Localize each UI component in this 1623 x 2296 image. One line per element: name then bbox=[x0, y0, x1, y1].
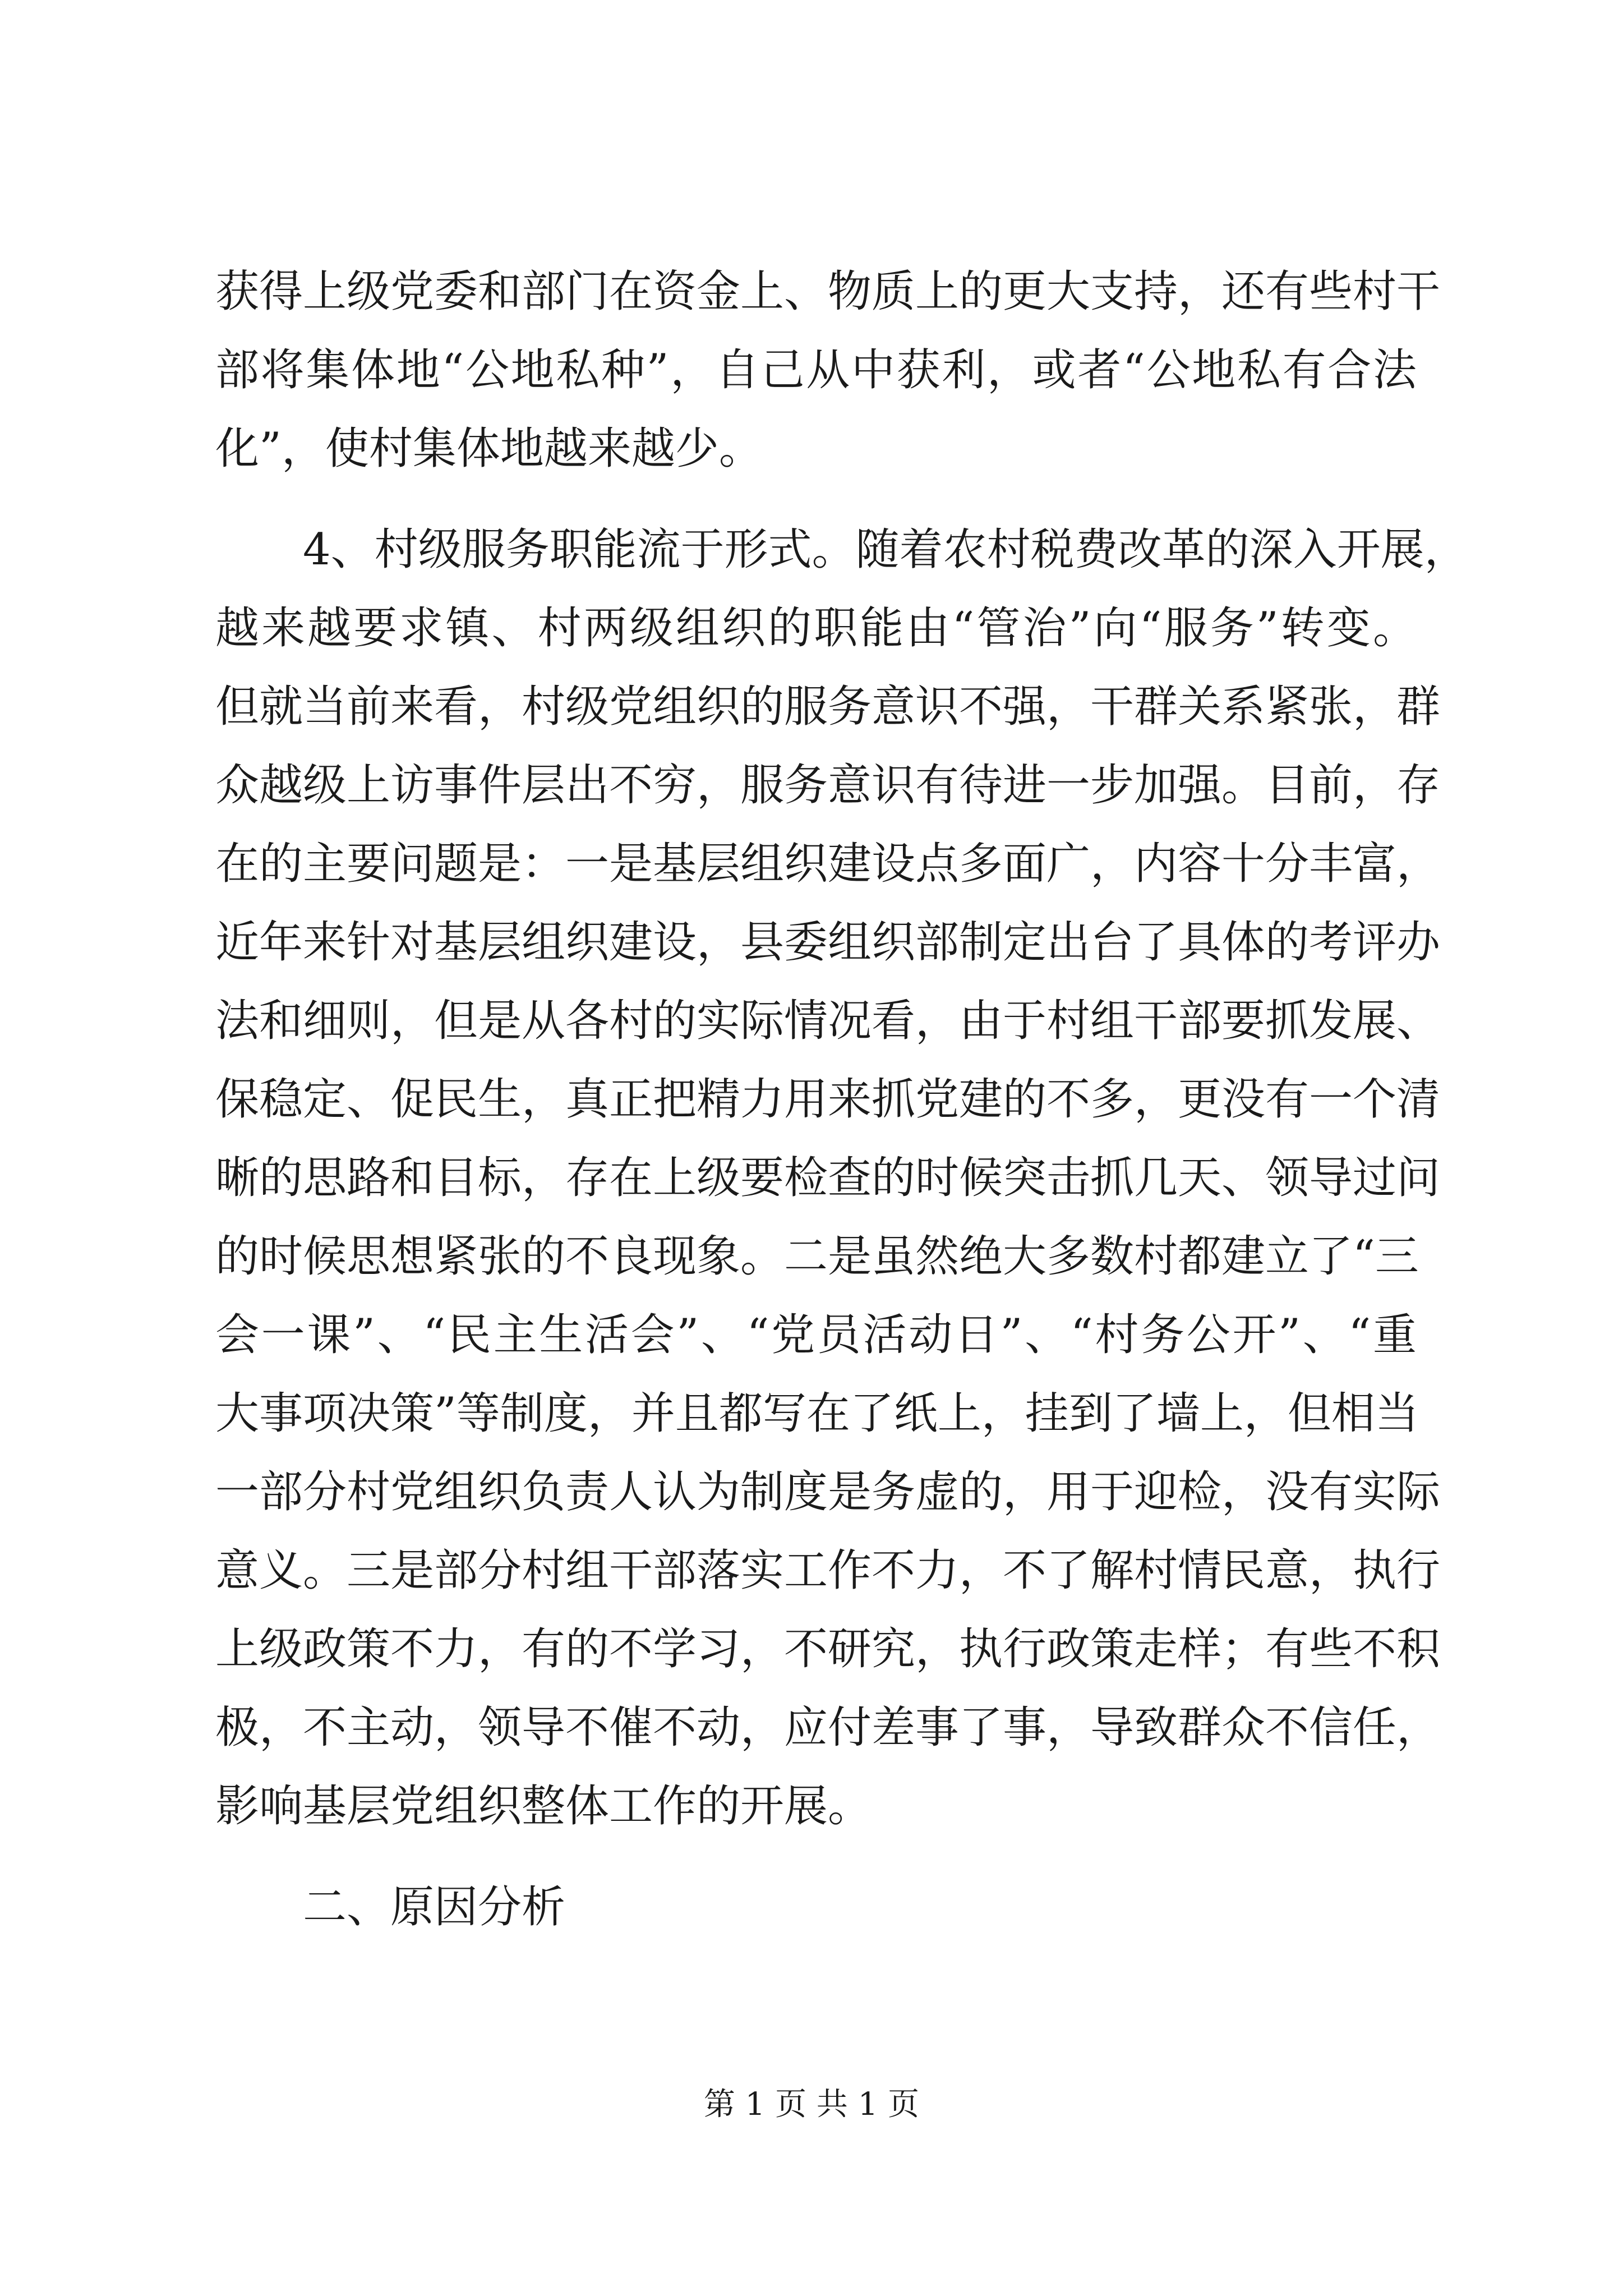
text-line: 意义。三是部分村组干部落实工作不力，不了解村情民意，执行 bbox=[215, 1545, 1441, 1596]
text-line: 大事项决策”等制度，并且都写在了纸上，挂到了墙上，但相当 bbox=[215, 1388, 1419, 1439]
page-footer: 第 1 页 共 1 页 bbox=[703, 2086, 920, 2123]
text-line: 但就当前来看，村级党组织的服务意识不强，干群关系紧张，群 bbox=[215, 682, 1441, 732]
text-line: 晰的思路和目标，存在上级要检查的时候突击抓几天、领导过问 bbox=[215, 1153, 1441, 1203]
document-body bbox=[215, 252, 1468, 1947]
text-line: 会一课”、“民主生活会”、“党员活动日”、“村务公开”、“重 bbox=[215, 1310, 1417, 1360]
text-line: 极，不主动，领导不催不动，应付差事了事，导致群众不信任， bbox=[215, 1703, 1441, 1753]
text-line: 二、原因分析 bbox=[303, 1882, 566, 1932]
text-line: 近年来针对基层组织建设，县委组织部制定出台了具体的考评办 bbox=[215, 917, 1441, 968]
text-line: 法和细则，但是从各村的实际情况看，由于村组干部要抓发展、 bbox=[215, 996, 1441, 1046]
text-line: 影响基层党组织整体工作的开展。 bbox=[215, 1781, 872, 1832]
text-line: 在的主要问题是：一是基层组织建设点多面广，内容十分丰富， bbox=[215, 839, 1441, 889]
text-line: 部将集体地“公地私种”，自己从中获利，或者“公地私有合法 bbox=[215, 345, 1417, 395]
text-line: 4、村级服务职能流于形式。随着农村税费改革的深入开展， bbox=[303, 524, 1468, 575]
text-line: 一部分村党组织负责人认为制度是务虚的，用于迎检，没有实际 bbox=[215, 1467, 1441, 1517]
paragraph bbox=[215, 510, 1468, 1846]
text-line: 保稳定、促民生，真正把精力用来抓党建的不多，更没有一个清 bbox=[215, 1074, 1441, 1125]
paragraph-gap bbox=[215, 1846, 1417, 1868]
text-line: 越来越要求镇、村两级组织的职能由“管治”向“服务”转变。 bbox=[215, 603, 1417, 654]
paragraph bbox=[215, 1868, 1417, 1947]
text-line: 众越级上访事件层出不穷，服务意识有待进一步加强。目前，存 bbox=[215, 760, 1441, 811]
text-line: 的时候思想紧张的不良现象。二是虽然绝大多数村都建立了“三 bbox=[215, 1231, 1419, 1282]
text-line: 化”，使村集体地越来越少。 bbox=[215, 424, 763, 474]
paragraph-gap bbox=[215, 488, 1417, 510]
text-line: 上级政策不力，有的不学习，不研究，执行政策走样；有些不积 bbox=[215, 1624, 1441, 1674]
text-line: 获得上级党委和部门在资金上、物质上的更大支持，还有些村干 bbox=[215, 266, 1441, 317]
paragraph bbox=[215, 252, 1441, 488]
